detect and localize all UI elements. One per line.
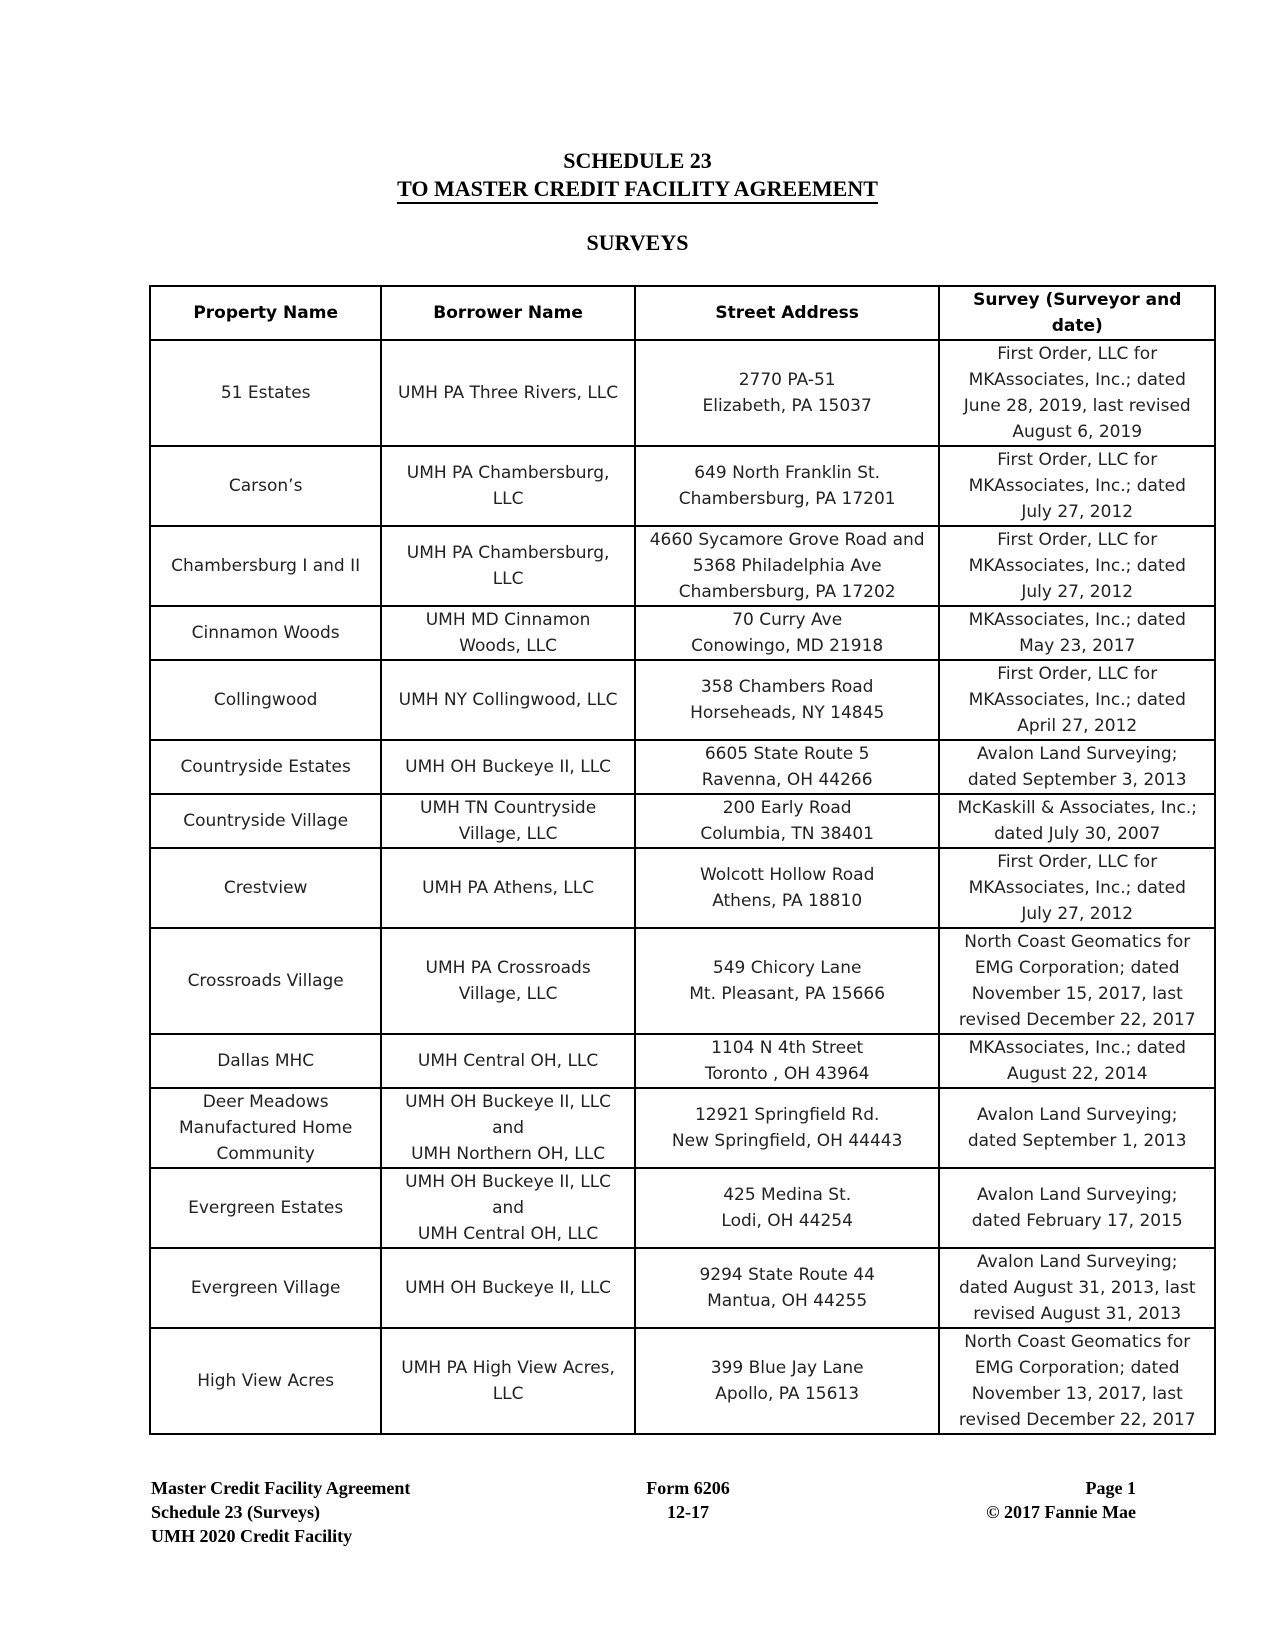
cell-text: Community bbox=[216, 1144, 315, 1164]
cell-text: Woods, LLC bbox=[459, 636, 558, 656]
cell-text: Columbia, TN 38401 bbox=[700, 824, 874, 844]
survey-cell bbox=[939, 1248, 1215, 1328]
cell-text: Chambersburg, PA 17202 bbox=[678, 582, 896, 602]
cell-text: revised August 31, 2013 bbox=[973, 1304, 1182, 1324]
cell-text: Dallas MHC bbox=[217, 1051, 315, 1071]
table-row bbox=[150, 794, 1215, 848]
cell-text: New Springfield, OH 44443 bbox=[671, 1131, 903, 1151]
cell-text: EMG Corporation; dated bbox=[974, 1358, 1180, 1378]
cell-text: MKAssociates, Inc.; dated bbox=[968, 1038, 1186, 1058]
column-header: Property Name bbox=[150, 286, 381, 340]
borrower-name-cell bbox=[381, 1034, 635, 1088]
cell-text: 399 Blue Jay Lane bbox=[710, 1358, 864, 1378]
footer-text: Schedule 23 (Surveys) bbox=[151, 1502, 321, 1522]
property-name-cell bbox=[150, 1328, 381, 1434]
survey-cell bbox=[939, 848, 1215, 928]
property-name-cell bbox=[150, 526, 381, 606]
street-address-cell bbox=[635, 740, 940, 794]
cell-text: Wolcott Hollow Road bbox=[699, 865, 875, 885]
cell-text: UMH PA Crossroads bbox=[425, 958, 591, 978]
cell-text: Evergreen Estates bbox=[188, 1198, 344, 1218]
table-body bbox=[150, 340, 1215, 1434]
column-header: Survey (Surveyor and date) bbox=[939, 286, 1215, 340]
cell-text: Manufactured Home bbox=[179, 1118, 353, 1138]
cell-text: November 13, 2017, last bbox=[971, 1384, 1183, 1404]
cell-text: dated August 31, 2013, last bbox=[958, 1278, 1196, 1298]
cell-text: 425 Medina St. bbox=[723, 1185, 852, 1205]
cell-text: Deer Meadows bbox=[202, 1092, 329, 1112]
cell-text: dated September 1, 2013 bbox=[967, 1131, 1187, 1151]
street-address-cell bbox=[635, 526, 940, 606]
table-row bbox=[150, 660, 1215, 740]
footer-text: Form 6206 bbox=[646, 1478, 730, 1498]
cell-text: UMH OH Buckeye II, LLC bbox=[405, 1172, 612, 1192]
table-row bbox=[150, 740, 1215, 794]
agreement-title bbox=[0, 176, 1275, 202]
cell-text: Evergreen Village bbox=[190, 1278, 341, 1298]
survey-cell bbox=[939, 1088, 1215, 1168]
cell-text: First Order, LLC for bbox=[997, 852, 1158, 872]
property-name-cell bbox=[150, 928, 381, 1034]
cell-text: UMH PA Three Rivers, LLC bbox=[398, 383, 619, 403]
cell-text: 6605 State Route 5 bbox=[704, 744, 870, 764]
cell-text: Chambersburg I and II bbox=[171, 556, 361, 576]
table-row bbox=[150, 446, 1215, 526]
column-header: Borrower Name bbox=[381, 286, 635, 340]
cell-text: Countryside Estates bbox=[180, 757, 351, 777]
street-address-cell bbox=[635, 1088, 940, 1168]
cell-text: LLC bbox=[492, 1384, 524, 1404]
cell-text: and bbox=[492, 1118, 525, 1138]
cell-text: July 27, 2012 bbox=[1021, 904, 1134, 924]
cell-text: July 27, 2012 bbox=[1021, 582, 1134, 602]
property-name-cell bbox=[150, 1034, 381, 1088]
cell-text: April 27, 2012 bbox=[1017, 716, 1138, 736]
cell-text: Crossroads Village bbox=[187, 971, 344, 991]
property-name-cell bbox=[150, 1248, 381, 1328]
cell-text: 5368 Philadelphia Ave bbox=[692, 556, 882, 576]
cell-text: 12921 Springfield Rd. bbox=[694, 1105, 880, 1125]
table-row bbox=[150, 606, 1215, 660]
survey-cell bbox=[939, 340, 1215, 446]
street-address-cell bbox=[635, 1168, 940, 1248]
section-title: SURVEYS bbox=[586, 230, 689, 255]
table-row bbox=[150, 848, 1215, 928]
street-address-cell bbox=[635, 340, 940, 446]
schedule-title: SCHEDULE 23 bbox=[563, 148, 712, 173]
cell-text: 549 Chicory Lane bbox=[712, 958, 862, 978]
table-row bbox=[150, 1248, 1215, 1328]
cell-text: EMG Corporation; dated bbox=[974, 958, 1180, 978]
table-header-row bbox=[150, 286, 1215, 340]
table-row bbox=[150, 1328, 1215, 1434]
cell-text: Collingwood bbox=[213, 690, 318, 710]
footer-text: © 2017 Fannie Mae bbox=[986, 1502, 1136, 1522]
table-row bbox=[150, 1168, 1215, 1248]
cell-text: Chambersburg, PA 17201 bbox=[678, 489, 896, 509]
property-name-cell bbox=[150, 1168, 381, 1248]
footer-middle bbox=[633, 1476, 743, 1524]
cell-text: Cinnamon Woods bbox=[191, 623, 340, 643]
borrower-name-cell bbox=[381, 1328, 635, 1434]
borrower-name-cell bbox=[381, 848, 635, 928]
survey-cell bbox=[939, 1168, 1215, 1248]
borrower-name-cell bbox=[381, 794, 635, 848]
property-name-cell bbox=[150, 1088, 381, 1168]
cell-text: 200 Early Road bbox=[722, 798, 852, 818]
borrower-name-cell bbox=[381, 526, 635, 606]
cell-text: November 15, 2017, last bbox=[971, 984, 1183, 1004]
street-address-cell bbox=[635, 794, 940, 848]
cell-text: MKAssociates, Inc.; dated bbox=[968, 878, 1186, 898]
borrower-name-cell bbox=[381, 606, 635, 660]
cell-text: North Coast Geomatics for bbox=[964, 932, 1191, 952]
cell-text: Avalon Land Surveying; bbox=[977, 1252, 1178, 1272]
borrower-name-cell bbox=[381, 1168, 635, 1248]
cell-text: MKAssociates, Inc.; dated bbox=[968, 690, 1186, 710]
cell-text: UMH OH Buckeye II, LLC bbox=[405, 757, 612, 777]
cell-text: revised December 22, 2017 bbox=[958, 1410, 1196, 1430]
borrower-name-cell bbox=[381, 660, 635, 740]
cell-text: UMH Central OH, LLC bbox=[417, 1051, 599, 1071]
cell-text: dated July 30, 2007 bbox=[994, 824, 1161, 844]
street-address-cell bbox=[635, 660, 940, 740]
footer-text: Page 1 bbox=[1085, 1478, 1136, 1498]
survey-cell bbox=[939, 928, 1215, 1034]
property-name-cell bbox=[150, 340, 381, 446]
cell-text: UMH Northern OH, LLC bbox=[411, 1144, 606, 1164]
borrower-name-cell bbox=[381, 1248, 635, 1328]
footer-left bbox=[151, 1476, 410, 1548]
cell-text: Elizabeth, PA 15037 bbox=[702, 396, 872, 416]
cell-text: UMH PA Chambersburg, bbox=[406, 463, 610, 483]
cell-text: High View Acres bbox=[197, 1371, 335, 1391]
cell-text: Horseheads, NY 14845 bbox=[690, 703, 885, 723]
cell-text: UMH Central OH, LLC bbox=[417, 1224, 599, 1244]
cell-text: Crestview bbox=[223, 878, 308, 898]
street-address-cell bbox=[635, 928, 940, 1034]
table-row bbox=[150, 340, 1215, 446]
table-row bbox=[150, 1034, 1215, 1088]
cell-text: August 22, 2014 bbox=[1006, 1064, 1148, 1084]
cell-text: Toronto , OH 43964 bbox=[704, 1064, 870, 1084]
cell-text: First Order, LLC for bbox=[997, 344, 1158, 364]
cell-text: First Order, LLC for bbox=[997, 664, 1158, 684]
cell-text: revised December 22, 2017 bbox=[958, 1010, 1196, 1030]
cell-text: MKAssociates, Inc.; dated bbox=[968, 556, 1186, 576]
property-name-cell bbox=[150, 446, 381, 526]
property-name-cell bbox=[150, 606, 381, 660]
cell-text: UMH PA Athens, LLC bbox=[422, 878, 595, 898]
borrower-name-cell bbox=[381, 928, 635, 1034]
cell-text: dated September 3, 2013 bbox=[967, 770, 1187, 790]
cell-text: North Coast Geomatics for bbox=[964, 1332, 1191, 1352]
cell-text: UMH NY Collingwood, LLC bbox=[398, 690, 618, 710]
cell-text: UMH MD Cinnamon bbox=[425, 610, 591, 630]
cell-text: June 28, 2019, last revised bbox=[963, 396, 1191, 416]
borrower-name-cell bbox=[381, 740, 635, 794]
cell-text: Village, LLC bbox=[458, 824, 558, 844]
cell-text: 4660 Sycamore Grove Road and bbox=[649, 530, 925, 550]
cell-text: 358 Chambers Road bbox=[700, 677, 874, 697]
footer-text: UMH 2020 Credit Facility bbox=[151, 1526, 353, 1546]
column-header: Street Address bbox=[635, 286, 940, 340]
survey-cell bbox=[939, 446, 1215, 526]
borrower-name-cell bbox=[381, 1088, 635, 1168]
cell-text: Athens, PA 18810 bbox=[712, 891, 863, 911]
cell-text: 9294 State Route 44 bbox=[699, 1265, 875, 1285]
cell-text: UMH OH Buckeye II, LLC bbox=[405, 1278, 612, 1298]
table-row bbox=[150, 526, 1215, 606]
cell-text: August 6, 2019 bbox=[1012, 422, 1143, 442]
table-row bbox=[150, 928, 1215, 1034]
cell-text: and bbox=[492, 1198, 525, 1218]
borrower-name-cell bbox=[381, 340, 635, 446]
survey-cell bbox=[939, 1034, 1215, 1088]
survey-cell bbox=[939, 606, 1215, 660]
cell-text: Mt. Pleasant, PA 15666 bbox=[689, 984, 886, 1004]
borrower-name-cell bbox=[381, 446, 635, 526]
cell-text: 70 Curry Ave bbox=[732, 610, 843, 630]
footer-right bbox=[956, 1476, 1136, 1524]
cell-text: MKAssociates, Inc.; dated bbox=[968, 610, 1186, 630]
survey-cell bbox=[939, 660, 1215, 740]
footer-text: 12-17 bbox=[667, 1502, 709, 1522]
street-address-cell bbox=[635, 446, 940, 526]
cell-text: Avalon Land Surveying; bbox=[977, 1185, 1178, 1205]
cell-text: UMH OH Buckeye II, LLC bbox=[405, 1092, 612, 1112]
cell-text: First Order, LLC for bbox=[997, 530, 1158, 550]
cell-text: 51 Estates bbox=[220, 383, 311, 403]
cell-text: McKaskill & Associates, Inc.; bbox=[957, 798, 1197, 818]
cell-text: Carson’s bbox=[228, 476, 303, 496]
footer-text: Master Credit Facility Agreement bbox=[151, 1478, 411, 1498]
survey-cell bbox=[939, 794, 1215, 848]
cell-text: Lodi, OH 44254 bbox=[721, 1211, 853, 1231]
cell-text: First Order, LLC for bbox=[997, 450, 1158, 470]
survey-cell bbox=[939, 1328, 1215, 1434]
cell-text: Avalon Land Surveying; bbox=[977, 1105, 1178, 1125]
agreement-title-text: TO MASTER CREDIT FACILITY AGREEMENT bbox=[397, 176, 878, 204]
cell-text: UMH PA Chambersburg, bbox=[406, 543, 610, 563]
survey-cell bbox=[939, 526, 1215, 606]
cell-text: July 27, 2012 bbox=[1021, 502, 1134, 522]
surveys-table bbox=[149, 285, 1216, 1435]
cell-text: dated February 17, 2015 bbox=[971, 1211, 1183, 1231]
property-name-cell bbox=[150, 794, 381, 848]
street-address-cell bbox=[635, 606, 940, 660]
street-address-cell bbox=[635, 1328, 940, 1434]
table-row bbox=[150, 1088, 1215, 1168]
cell-text: UMH TN Countryside bbox=[420, 798, 597, 818]
cell-text: Village, LLC bbox=[458, 984, 558, 1004]
street-address-cell bbox=[635, 848, 940, 928]
street-address-cell bbox=[635, 1034, 940, 1088]
cell-text: LLC bbox=[492, 489, 524, 509]
cell-text: May 23, 2017 bbox=[1019, 636, 1136, 656]
cell-text: Apollo, PA 15613 bbox=[715, 1384, 860, 1404]
cell-text: MKAssociates, Inc.; dated bbox=[968, 476, 1186, 496]
cell-text: LLC bbox=[492, 569, 524, 589]
cell-text: 1104 N 4th Street bbox=[711, 1038, 864, 1058]
cell-text: Avalon Land Surveying; bbox=[977, 744, 1178, 764]
cell-text: 649 North Franklin St. bbox=[694, 463, 881, 483]
cell-text: Countryside Village bbox=[183, 811, 349, 831]
cell-text: Mantua, OH 44255 bbox=[707, 1291, 868, 1311]
cell-text: Conowingo, MD 21918 bbox=[691, 636, 884, 656]
property-name-cell bbox=[150, 848, 381, 928]
street-address-cell bbox=[635, 1248, 940, 1328]
survey-cell bbox=[939, 740, 1215, 794]
property-name-cell bbox=[150, 660, 381, 740]
cell-text: UMH PA High View Acres, bbox=[401, 1358, 615, 1378]
cell-text: 2770 PA-51 bbox=[738, 370, 836, 390]
cell-text: Ravenna, OH 44266 bbox=[701, 770, 873, 790]
cell-text: MKAssociates, Inc.; dated bbox=[968, 370, 1186, 390]
property-name-cell bbox=[150, 740, 381, 794]
